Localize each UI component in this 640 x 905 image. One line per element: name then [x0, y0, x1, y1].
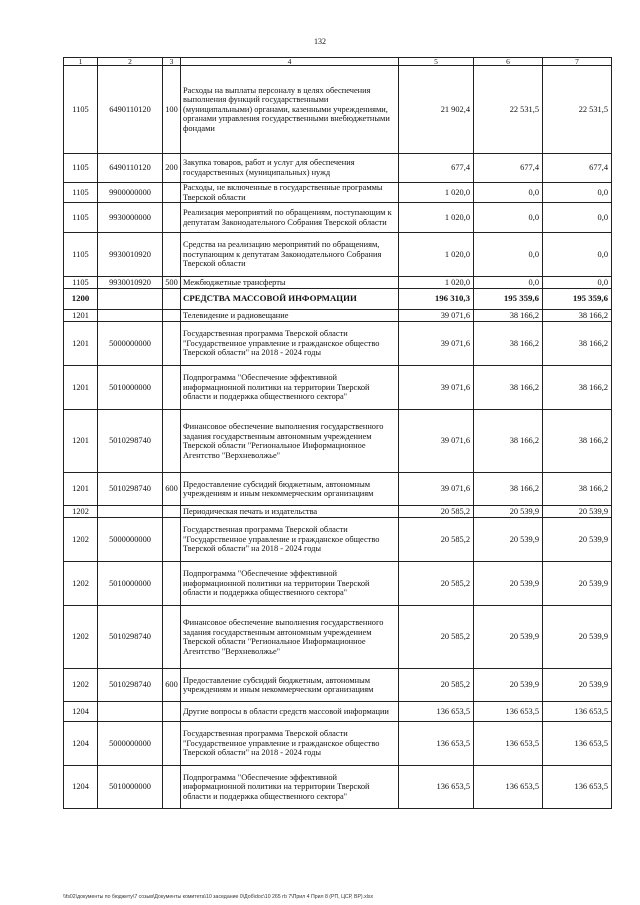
table-row	[64, 722, 612, 766]
amount-col7-cell: 0,0	[543, 277, 612, 289]
amount-col6-cell: 136 653,5	[474, 766, 543, 809]
budget-table	[63, 57, 612, 809]
expense-type-cell	[163, 289, 181, 310]
amount-col7-cell: 136 653,5	[543, 702, 612, 722]
amount-col7-cell: 20 539,9	[543, 669, 612, 702]
section-code-cell: 1204	[64, 702, 98, 722]
expense-type-cell	[163, 518, 181, 562]
expense-type-cell: 200	[163, 154, 181, 183]
amount-col7-cell: 38 166,2	[543, 366, 612, 410]
table-row	[64, 562, 612, 606]
section-code-cell: 1201	[64, 366, 98, 410]
amount-col7-cell: 20 539,9	[543, 606, 612, 669]
target-article-cell: 5010298740	[98, 410, 163, 473]
table-row	[64, 506, 612, 518]
table-row	[64, 233, 612, 277]
expense-type-cell	[163, 722, 181, 766]
amount-col6-cell: 677,4	[474, 154, 543, 183]
amount-col6-cell: 0,0	[474, 233, 543, 277]
table-row	[64, 203, 612, 233]
expense-type-cell	[163, 310, 181, 322]
section-code-cell: 1202	[64, 669, 98, 702]
amount-col5-cell: 677,4	[399, 154, 474, 183]
amount-col5-cell: 20 585,2	[399, 669, 474, 702]
amount-col5-cell: 20 585,2	[399, 506, 474, 518]
amount-col7-cell: 136 653,5	[543, 722, 612, 766]
amount-col5-cell: 136 653,5	[399, 722, 474, 766]
amount-col6-cell: 38 166,2	[474, 410, 543, 473]
expense-type-cell	[163, 702, 181, 722]
expense-type-cell: 600	[163, 669, 181, 702]
table-row	[64, 277, 612, 289]
section-code-cell: 1105	[64, 233, 98, 277]
item-name-cell: Предоставление субсидий бюджетным, автономным учреждениям и иным некоммерческим организациям	[181, 669, 399, 702]
amount-col5-cell: 1 020,0	[399, 233, 474, 277]
target-article-cell: 6490110120	[98, 66, 163, 154]
section-code-cell: 1200	[64, 289, 98, 310]
amount-col6-cell: 0,0	[474, 203, 543, 233]
target-article-cell: 9930010920	[98, 277, 163, 289]
section-code-cell: 1105	[64, 154, 98, 183]
table-row	[64, 606, 612, 669]
amount-col5-cell: 136 653,5	[399, 702, 474, 722]
amount-col7-cell: 0,0	[543, 183, 612, 203]
section-code-cell: 1105	[64, 203, 98, 233]
section-code-cell: 1202	[64, 562, 98, 606]
amount-col6-cell: 0,0	[474, 183, 543, 203]
expense-type-cell: 600	[163, 473, 181, 506]
amount-col5-cell: 39 071,6	[399, 473, 474, 506]
amount-col6-cell: 20 539,9	[474, 506, 543, 518]
amount-col6-cell: 136 653,5	[474, 722, 543, 766]
item-name-cell: Периодическая печать и издательства	[181, 506, 399, 518]
header-cell: 2	[98, 58, 163, 66]
amount-col7-cell: 38 166,2	[543, 310, 612, 322]
expense-type-cell	[163, 506, 181, 518]
section-code-cell: 1201	[64, 310, 98, 322]
item-name-cell: Межбюджетные трансферты	[181, 277, 399, 289]
expense-type-cell	[163, 766, 181, 809]
section-code-cell: 1201	[64, 322, 98, 366]
section-code-cell: 1105	[64, 277, 98, 289]
section-code-cell: 1201	[64, 473, 98, 506]
target-article-cell: 5010000000	[98, 562, 163, 606]
amount-col7-cell: 677,4	[543, 154, 612, 183]
table-row	[64, 66, 612, 154]
expense-type-cell	[163, 562, 181, 606]
footer-file-path: \\fs02\документы по бюджету\7 созыв\Документы комитета\10 заседание 0\Доб\doc\10 265 гb 7\Прил 4 Прил 8 (РП, ЦСР, ВР).xlsx	[63, 894, 374, 900]
amount-col7-cell: 0,0	[543, 233, 612, 277]
amount-col7-cell: 38 166,2	[543, 473, 612, 506]
amount-col6-cell: 38 166,2	[474, 310, 543, 322]
table-row	[64, 702, 612, 722]
amount-col5-cell: 39 071,6	[399, 322, 474, 366]
header-cell: 5	[399, 58, 474, 66]
amount-col5-cell: 20 585,2	[399, 518, 474, 562]
amount-col5-cell: 1 020,0	[399, 277, 474, 289]
table-row	[64, 410, 612, 473]
amount-col6-cell: 0,0	[474, 277, 543, 289]
amount-col7-cell: 22 531,5	[543, 66, 612, 154]
target-article-cell	[98, 506, 163, 518]
amount-col5-cell: 20 585,2	[399, 606, 474, 669]
item-name-cell: Закупка товаров, работ и услуг для обеспечения государственных (муниципальных) нужд	[181, 154, 399, 183]
page-number: 132	[314, 37, 326, 46]
item-name-cell: СРЕДСТВА МАССОВОЙ ИНФОРМАЦИИ	[181, 289, 399, 310]
table-row	[64, 473, 612, 506]
header-cell: 1	[64, 58, 98, 66]
table-row	[64, 766, 612, 809]
amount-col7-cell: 20 539,9	[543, 506, 612, 518]
expense-type-cell	[163, 410, 181, 473]
table-row	[64, 669, 612, 702]
amount-col6-cell: 20 539,9	[474, 669, 543, 702]
target-article-cell: 5000000000	[98, 322, 163, 366]
amount-col5-cell: 136 653,5	[399, 766, 474, 809]
amount-col7-cell: 20 539,9	[543, 518, 612, 562]
amount-col7-cell: 38 166,2	[543, 322, 612, 366]
item-name-cell: Подпрограмма "Обеспечение эффективной информационной политики на территории Тверской области и поддержка общественного сектора"	[181, 766, 399, 809]
table-body	[64, 58, 612, 809]
item-name-cell: Расходы, не включенные в государственные программы Тверской области	[181, 183, 399, 203]
section-code-cell: 1201	[64, 410, 98, 473]
amount-col6-cell: 22 531,5	[474, 66, 543, 154]
amount-col5-cell: 39 071,6	[399, 410, 474, 473]
target-article-cell: 9930010920	[98, 233, 163, 277]
item-name-cell: Финансовое обеспечение выполнения государственного задания государственным автономным учреждением Тверской области "Региональное Информационное Агентство "Верхневолжье"	[181, 606, 399, 669]
item-name-cell: Государственная программа Тверской области "Государственное управление и гражданское общество Тверской области" на 2018 - 2024 годы	[181, 322, 399, 366]
table-row	[64, 518, 612, 562]
section-code-cell: 1105	[64, 183, 98, 203]
amount-col6-cell: 195 359,6	[474, 289, 543, 310]
target-article-cell: 5010298740	[98, 473, 163, 506]
amount-col6-cell: 38 166,2	[474, 322, 543, 366]
section-code-cell: 1202	[64, 506, 98, 518]
target-article-cell: 9900000000	[98, 183, 163, 203]
header-cell: 3	[163, 58, 181, 66]
target-article-cell: 5010000000	[98, 766, 163, 809]
item-name-cell: Расходы на выплаты персоналу в целях обеспечения выполнения функций государственными (муниципальными) органами, казенными учреждениями, органами управления государственными внебюджетными фондами	[181, 66, 399, 154]
amount-col6-cell: 20 539,9	[474, 562, 543, 606]
item-name-cell: Предоставление субсидий бюджетным, автономным учреждениям и иным некоммерческим организациям	[181, 473, 399, 506]
target-article-cell: 5010000000	[98, 366, 163, 410]
item-name-cell: Другие вопросы в области средств массовой информации	[181, 702, 399, 722]
expense-type-cell: 500	[163, 277, 181, 289]
item-name-cell: Государственная программа Тверской области "Государственное управление и гражданское общество Тверской области" на 2018 - 2024 годы	[181, 722, 399, 766]
header-cell: 7	[543, 58, 612, 66]
table-row	[64, 322, 612, 366]
amount-col7-cell: 38 166,2	[543, 410, 612, 473]
item-name-cell: Средства на реализацию мероприятий по обращениям, поступающим к депутатам Законодательного Собрания Тверской области	[181, 233, 399, 277]
target-article-cell	[98, 702, 163, 722]
amount-col6-cell: 136 653,5	[474, 702, 543, 722]
item-name-cell: Государственная программа Тверской области "Государственное управление и гражданское общество Тверской области" на 2018 - 2024 годы	[181, 518, 399, 562]
item-name-cell: Телевидение и радиовещание	[181, 310, 399, 322]
target-article-cell: 6490110120	[98, 154, 163, 183]
section-code-cell: 1204	[64, 722, 98, 766]
amount-col6-cell: 38 166,2	[474, 366, 543, 410]
section-code-cell: 1202	[64, 606, 98, 669]
expense-type-cell	[163, 203, 181, 233]
table-row	[64, 289, 612, 310]
amount-col5-cell: 39 071,6	[399, 310, 474, 322]
amount-col6-cell: 20 539,9	[474, 606, 543, 669]
expense-type-cell	[163, 233, 181, 277]
header-cell: 4	[181, 58, 399, 66]
amount-col7-cell: 136 653,5	[543, 766, 612, 809]
target-article-cell: 9930000000	[98, 203, 163, 233]
table-row	[64, 310, 612, 322]
amount-col7-cell: 0,0	[543, 203, 612, 233]
table-row	[64, 183, 612, 203]
amount-col5-cell: 21 902,4	[399, 66, 474, 154]
amount-col7-cell: 20 539,9	[543, 562, 612, 606]
amount-col5-cell: 39 071,6	[399, 366, 474, 410]
header-cell: 6	[474, 58, 543, 66]
expense-type-cell: 100	[163, 66, 181, 154]
target-article-cell: 5010298740	[98, 606, 163, 669]
item-name-cell: Подпрограмма "Обеспечение эффективной информационной политики на территории Тверской области и поддержка общественного сектора"	[181, 562, 399, 606]
target-article-cell: 5000000000	[98, 722, 163, 766]
amount-col6-cell: 38 166,2	[474, 473, 543, 506]
amount-col7-cell: 195 359,6	[543, 289, 612, 310]
section-code-cell: 1204	[64, 766, 98, 809]
amount-col5-cell: 1 020,0	[399, 203, 474, 233]
section-code-cell: 1105	[64, 66, 98, 154]
amount-col5-cell: 1 020,0	[399, 183, 474, 203]
target-article-cell: 5000000000	[98, 518, 163, 562]
amount-col5-cell: 20 585,2	[399, 562, 474, 606]
amount-col5-cell: 196 310,3	[399, 289, 474, 310]
expense-type-cell	[163, 366, 181, 410]
table-row	[64, 154, 612, 183]
target-article-cell	[98, 310, 163, 322]
expense-type-cell	[163, 606, 181, 669]
item-name-cell: Финансовое обеспечение выполнения государственного задания государственным автономным учреждением Тверской области "Региональное Информационное Агентство "Верхневолжье"	[181, 410, 399, 473]
expense-type-cell	[163, 322, 181, 366]
item-name-cell: Подпрограмма "Обеспечение эффективной информационной политики на территории Тверской области и поддержка общественного сектора"	[181, 366, 399, 410]
target-article-cell	[98, 289, 163, 310]
section-code-cell: 1202	[64, 518, 98, 562]
item-name-cell: Реализация мероприятий по обращениям, поступающим к депутатам Законодательного Собрания Тверской области	[181, 203, 399, 233]
header-row	[64, 58, 612, 66]
target-article-cell: 5010298740	[98, 669, 163, 702]
table-row	[64, 366, 612, 410]
amount-col6-cell: 20 539,9	[474, 518, 543, 562]
expense-type-cell	[163, 183, 181, 203]
